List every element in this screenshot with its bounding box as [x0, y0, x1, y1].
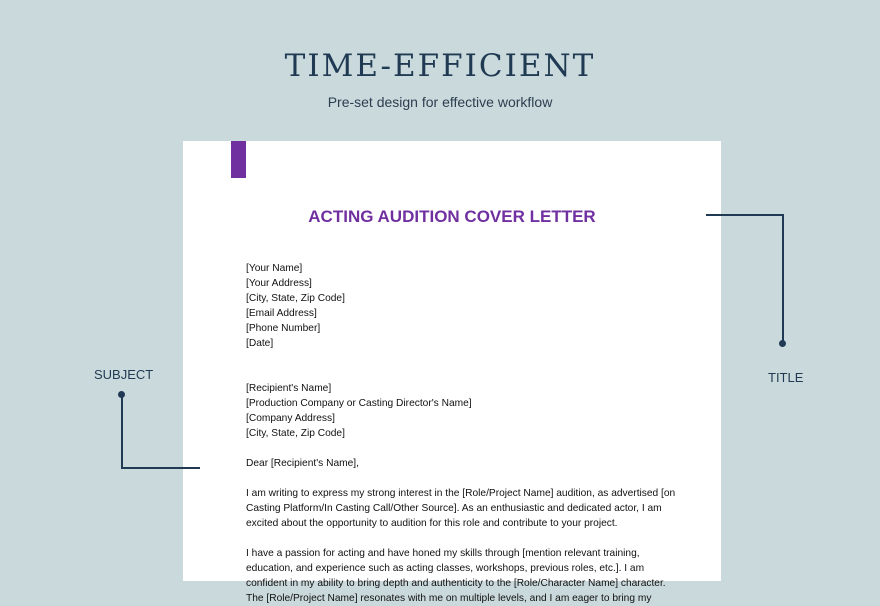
- paragraph-line: Casting Platform/In Casting Call/Other Source]. As an enthusiastic and dedicated actor, I am: [246, 503, 662, 514]
- paragraph-line: I am writing to express my strong interest in the [Role/Project Name] audition, as advertised [on: [246, 488, 676, 499]
- document-title: ACTING AUDITION COVER LETTER: [308, 207, 596, 226]
- recipient-line: [Recipient's Name]: [246, 383, 332, 394]
- title-pointer-line: [782, 214, 784, 344]
- sender-line: [Date]: [246, 338, 274, 349]
- subject-label: SUBJECT: [94, 367, 154, 382]
- sender-line: [City, State, Zip Code]: [246, 293, 345, 304]
- letter-body: [246, 246, 676, 606]
- sender-line: [Your Address]: [246, 278, 312, 289]
- paragraph-line: confident in my ability to bring depth and authenticity to the [Role/Character Name] character.: [246, 578, 666, 589]
- title-pointer-dot: [779, 340, 786, 347]
- sender-line: [Phone Number]: [246, 323, 321, 334]
- paragraph-line: I have a passion for acting and have honed my skills through [mention relevant training,: [246, 548, 640, 559]
- paragraph-line: education, and experience such as acting classes, workshops, previous roles, etc.]. I am: [246, 563, 645, 574]
- title-label: TITLE: [768, 370, 804, 385]
- recipient-line: [Production Company or Casting Director's Name]: [246, 398, 472, 409]
- sender-line: [Your Name]: [246, 263, 303, 274]
- paragraph-line: The [Role/Project Name] resonates with me on multiple levels, and I am eager to bring my: [246, 593, 652, 604]
- recipient-line: [Company Address]: [246, 413, 335, 424]
- recipient-line: [City, State, Zip Code]: [246, 428, 345, 439]
- subject-pointer-line: [121, 394, 123, 468]
- subject-pointer-line: [121, 467, 200, 469]
- title-pointer-line: [706, 214, 784, 216]
- sender-line: [Email Address]: [246, 308, 317, 319]
- headline: TIME-EFFICIENT: [284, 48, 596, 84]
- salutation: Dear [Recipient's Name],: [246, 458, 359, 469]
- paragraph-line: excited about the opportunity to audition for this role and contribute to your project.: [246, 518, 618, 529]
- accent-tab: [231, 141, 246, 178]
- subtitle: Pre-set design for effective workflow: [327, 94, 553, 110]
- document-preview: [183, 141, 721, 604]
